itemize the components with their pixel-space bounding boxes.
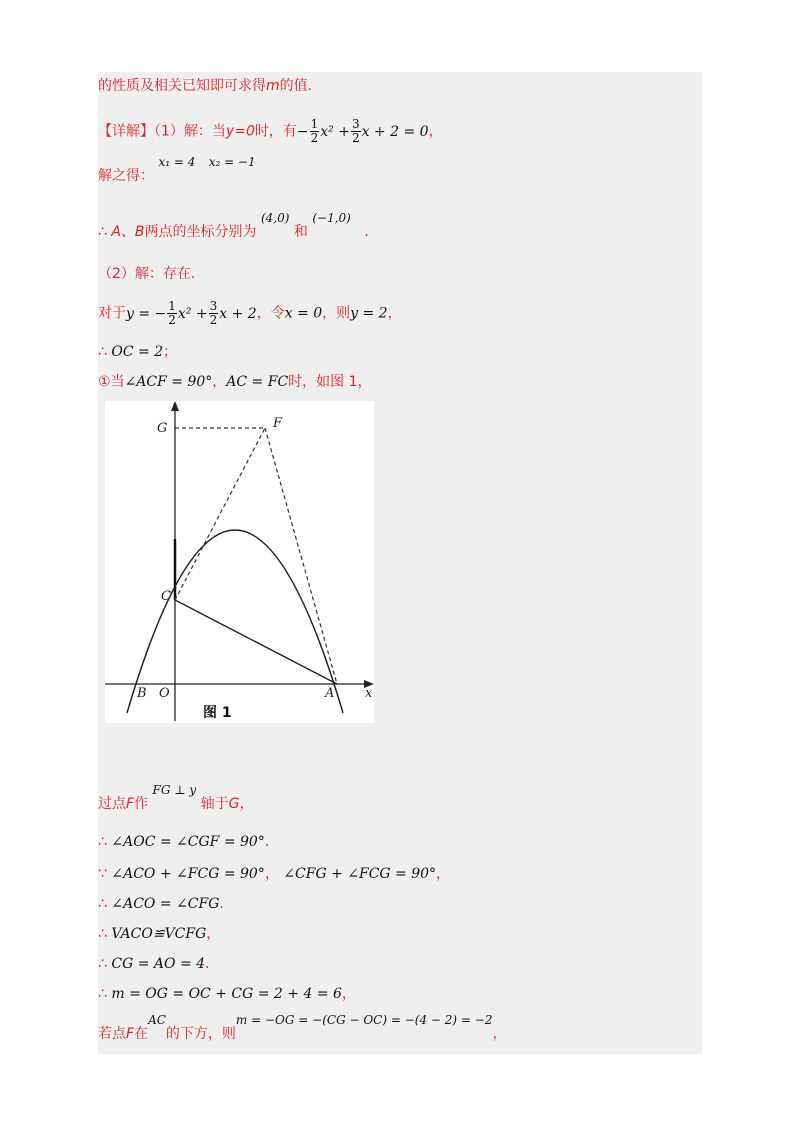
line-4	[98, 211, 369, 242]
equation: m = OG = OC + CG = 2 + 4 = 6	[111, 986, 342, 1002]
condition: y=0	[225, 123, 255, 140]
equation: ∠ACO + ∠FCG = 90°	[111, 866, 265, 882]
equation: ∠ACF = 90°	[124, 374, 213, 390]
text: ；	[163, 344, 178, 360]
figure-1	[105, 401, 374, 723]
text: .	[364, 224, 369, 240]
equation: − $\frac{1}{2}$ x² + $\frac{3}{2}$ x + 2 = 0	[296, 117, 429, 145]
points: A、B	[111, 224, 145, 240]
text: 解之得：	[98, 168, 154, 184]
text: 轴于	[200, 796, 229, 812]
text: ①当	[98, 374, 125, 390]
segment-ac: AC	[148, 1013, 166, 1027]
text: ，	[387, 305, 402, 322]
text: .	[205, 956, 210, 972]
therefore-symbol: ∴	[98, 986, 107, 1002]
line-8	[98, 372, 372, 392]
text: ，	[239, 796, 254, 812]
text: 对于	[98, 305, 126, 322]
label-b: B	[137, 686, 147, 701]
root-2: x₂ = −1	[208, 155, 256, 169]
figure-caption: 图 1	[203, 705, 232, 721]
condition: y = 2	[350, 305, 388, 322]
label-a: A	[325, 686, 335, 701]
condition: x = 0	[284, 305, 323, 322]
text: 两点的坐标分别为	[144, 224, 257, 240]
text: ，则	[322, 305, 351, 322]
therefore-symbol: ∴	[98, 834, 107, 850]
line-13	[98, 924, 220, 944]
line-9	[98, 783, 254, 814]
text: 的性质及相关已知即可求得	[98, 78, 266, 94]
equation: ∠ACO = ∠CFG	[111, 896, 220, 912]
equation: m = −OG = −(CG − OC) = −(4 − 2) = −2	[235, 1013, 493, 1027]
line-10	[98, 832, 269, 852]
equation: ∠CFG + ∠FCG = 90°	[283, 866, 437, 882]
text: 作	[134, 796, 149, 812]
line-2	[98, 118, 443, 145]
text: 在	[134, 1026, 149, 1042]
label-f: F	[273, 416, 283, 431]
text: 时，如图 1，	[288, 374, 372, 390]
because-symbol: ∵	[98, 866, 107, 882]
line-7	[98, 342, 177, 362]
point-f: F	[126, 796, 135, 812]
text: ∴	[98, 224, 112, 240]
point-f: F	[126, 1026, 135, 1042]
line-16	[98, 1013, 507, 1044]
text: ，	[212, 374, 227, 390]
segment-ca	[175, 600, 337, 684]
therefore-symbol: ∴	[98, 926, 107, 942]
text: 的值.	[279, 78, 313, 94]
text: （2）解：存在.	[98, 266, 196, 282]
text: 时，有	[254, 123, 297, 140]
coord-a: (4,0)	[261, 211, 290, 225]
text: ，	[428, 123, 443, 140]
equation: y = − $\frac{1}{2}$ x² + $\frac{3}{2}$ x + 2	[126, 299, 257, 327]
text: ，	[492, 1026, 507, 1042]
line-6	[98, 300, 402, 327]
equation: VACO≌VCFG	[111, 926, 207, 942]
therefore-symbol: ∴	[98, 344, 107, 360]
line-3	[98, 155, 256, 186]
dashed-cf	[175, 428, 265, 600]
therefore-symbol: ∴	[98, 956, 107, 972]
equation: OC = 2	[111, 344, 164, 360]
text: ，	[341, 986, 356, 1002]
y-axis-arrow	[171, 401, 179, 411]
label-g: G	[157, 421, 168, 436]
equation: FG ⊥ y	[152, 783, 197, 797]
line-11	[98, 864, 450, 884]
text: （1）解：当	[154, 123, 226, 140]
text: .	[264, 834, 270, 850]
text: 若点	[98, 1026, 126, 1042]
coord-b: (−1,0)	[312, 211, 351, 225]
text: ，	[436, 866, 451, 882]
text: 和	[293, 224, 308, 240]
line-5	[98, 264, 195, 284]
text: 过点	[98, 796, 126, 812]
var-m: m	[266, 78, 280, 94]
label-c: C	[161, 589, 171, 604]
equation: ∠AOC = ∠CGF = 90°	[111, 834, 265, 850]
detail-tag: 【详解】	[98, 123, 154, 140]
line-1	[98, 76, 312, 96]
label-x: x	[365, 686, 373, 701]
root-1: x₁ = 4	[158, 155, 196, 169]
line-12	[98, 894, 224, 914]
therefore-symbol: ∴	[98, 896, 107, 912]
line-15	[98, 984, 356, 1004]
point-g: G	[228, 796, 240, 812]
text: ，	[264, 866, 279, 882]
equation: AC = FC	[226, 374, 289, 390]
text: ，令	[256, 305, 285, 322]
equation: CG = AO = 4	[111, 956, 206, 972]
line-14	[98, 954, 209, 974]
text: ，	[206, 926, 221, 942]
label-o: O	[159, 686, 170, 701]
text: .	[219, 896, 224, 912]
figure-1-diagram	[105, 401, 374, 723]
text: 的下方，则	[165, 1026, 236, 1042]
